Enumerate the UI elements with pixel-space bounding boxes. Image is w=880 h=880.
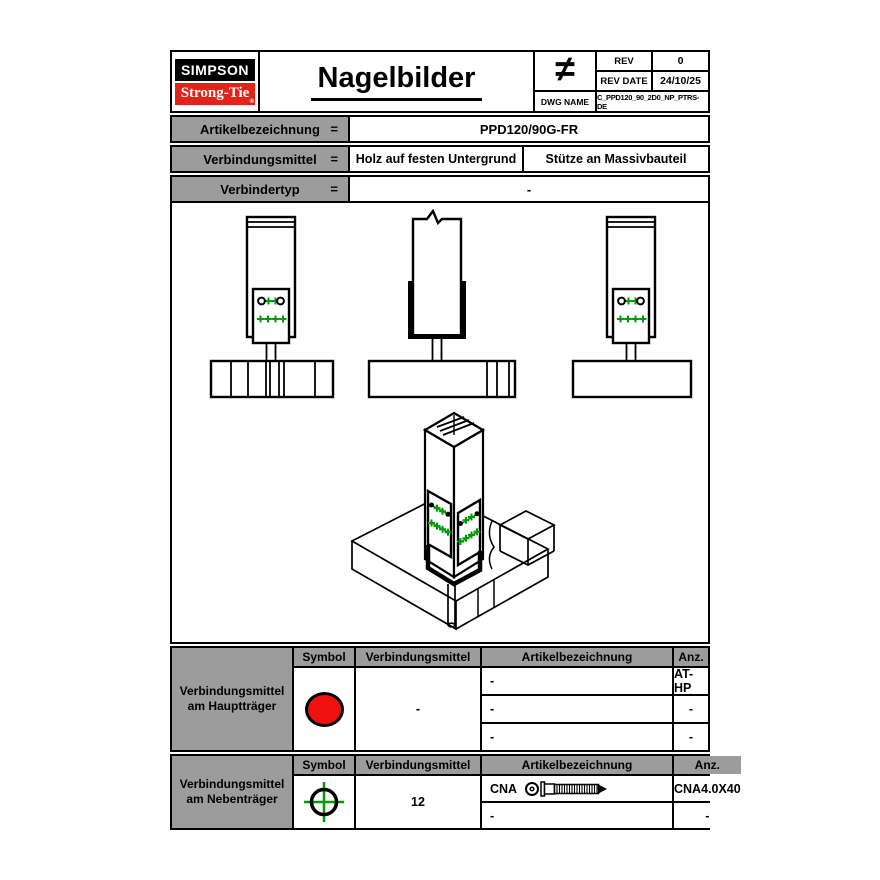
revision-block [535,48,708,111]
isometric-view-drawing [342,401,572,641]
table-cell-artikel: - [674,696,708,722]
info-label-text: Artikelbezeichnung [200,121,320,137]
table-cell-vm: - [482,668,672,694]
red-circle-icon [305,692,344,727]
fastener-table-nebentraeger [170,754,741,830]
title-block [170,50,710,113]
table-cell-vm: - [482,724,672,750]
column-header-symbol: Symbol [294,648,354,666]
crosshair-icon [301,779,347,825]
info-value-left: Holz auf festen Untergrund [350,147,522,171]
back-view-drawing [551,209,711,409]
equals-sign: = [330,181,338,197]
page-title: Nagelbilder [311,62,483,101]
title-cell [260,52,533,111]
front-view-drawing [191,209,351,409]
info-label [172,177,348,201]
registered-mark: ® [249,98,254,105]
anzahl-cell: 12 [356,776,480,828]
info-value: PPD120/90G-FR [350,117,708,141]
strongtie-logo-text: Strong-Tie [180,84,250,101]
fastener-table-haupttraeger [170,646,710,752]
anzahl-cell: - [356,668,480,750]
dwg-name-value: C_PPD120_90_2D0_NP_PTRS-DE [597,92,708,111]
column-header-verbindungsmittel: Verbindungsmittel [356,756,480,774]
column-header-anzahl: Anz. [674,648,708,666]
info-value: - [350,177,708,201]
logo-cell [172,52,258,111]
rev-date-value: 24/10/25 [653,72,708,90]
info-row-verbindertyp [170,175,710,203]
drawing-sheet [170,48,741,830]
nail-icon [525,780,613,798]
info-label-text: Verbindertyp [220,181,300,197]
equals-sign: = [330,151,338,167]
equals-sign: = [330,121,338,137]
table-cell-vm: - [482,696,672,722]
strongtie-logo [175,83,255,105]
info-row-artikelbezeichnung [170,115,710,143]
info-value-pair [350,147,708,171]
table-cell-artikel: CNA4.0X40 [674,776,741,801]
drawing-area [170,201,710,644]
info-label [172,117,348,141]
rev-date-label: REV DATE [597,72,651,90]
column-header-artikelbezeichnung: Artikelbezeichnung [482,648,672,666]
table-cell-artikel: - [674,724,708,750]
symbol-cell [294,668,354,750]
rev-label: REV [597,52,651,70]
dwg-name-label: DWG NAME [535,92,595,111]
symbol-cell [294,776,354,828]
table-row-label: Verbindungsmittel am Nebenträger [172,756,292,828]
rev-value: 0 [653,52,708,70]
fastener-code: CNA [490,781,518,796]
table-row-label: Verbindungsmittel am Hauptträger [172,648,292,750]
info-row-verbindungsmittel [170,145,710,173]
info-label-text: Verbindungsmittel [203,151,317,167]
table-cell-vm [482,776,672,801]
table-cell-vm: - [482,803,672,828]
simpson-logo [175,59,255,81]
column-header-artikelbezeichnung: Artikelbezeichnung [482,756,672,774]
table-cell-artikel: - [674,803,741,828]
info-label [172,147,348,171]
simpson-logo-text: SIMPSON [180,61,250,78]
column-header-symbol: Symbol [294,756,354,774]
column-header-verbindungsmittel: Verbindungsmittel [356,648,480,666]
side-view-drawing [357,209,517,409]
not-equal-icon: ≠ [535,52,595,90]
info-value-right: Stütze an Massivbauteil [524,147,708,171]
table-cell-artikel: AT-HP [674,668,708,694]
column-header-anzahl: Anz. [674,756,741,774]
